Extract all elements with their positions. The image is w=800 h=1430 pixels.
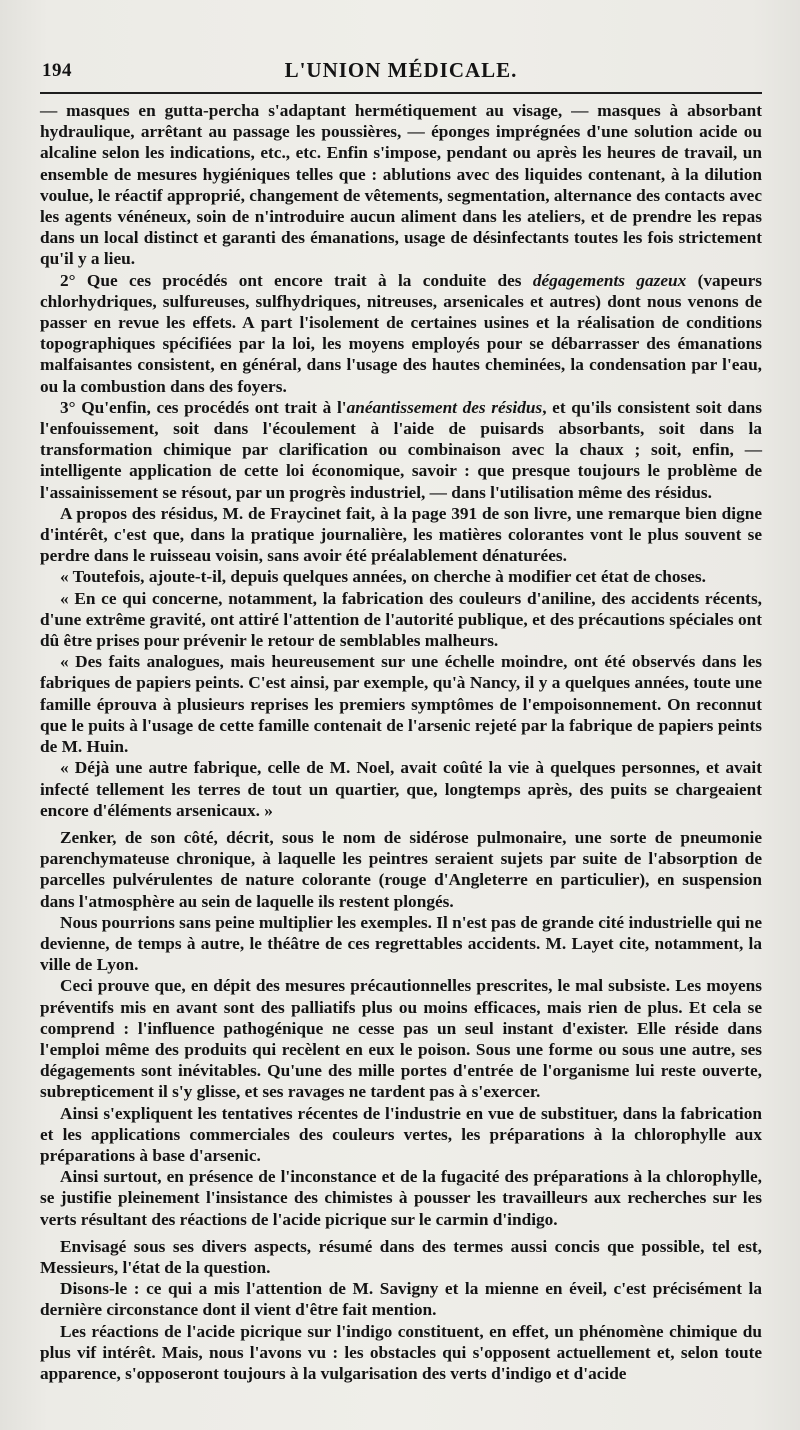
text-run: 3° Qu'enfin, ces procédés ont trait à l'	[60, 397, 347, 417]
paragraph	[40, 1103, 762, 1167]
text-run: « Toutefois, ajoute-t-il, depuis quelques années, on cherche à modifier cet état de choses.	[60, 567, 706, 587]
paragraph	[40, 270, 762, 397]
running-title: L'UNION MÉDICALE.	[284, 58, 518, 82]
text-run: « En ce qui concerne, notamment, la fabrication des couleurs d'aniline, des accidents récents, d'une extrême gravité, ont attiré l'attention de l'autorité publique, et des précautions spéciales ont dû être prises pour prévenir le retour de semblables malheurs.	[40, 588, 762, 651]
header-rule	[40, 92, 762, 94]
paragraph	[40, 827, 762, 912]
text-run: « Des faits analogues, mais heureusement sur une échelle moindre, ont été observés dans les fabriques de papiers peints. C'est ainsi, par exemple, qu'à Nancy, il y a quelques années, toute une famille éprouva à plusieurs reprises les premiers symptômes de l'empoisonnement. On reconnut que le puits à l'usage de cette famille contenait de l'arsenic rejeté par la fabrique de papiers peints de M. Huin.	[40, 652, 762, 757]
text-run: Zenker, de son côté, décrit, sous le nom de sidérose pulmonaire, une sorte de pneumonie parenchymateuse chronique, à laquelle les peintres seraient sujets par suite de l'absorption de parcelles pulvérulentes de nature colorante (rouge d'Angleterre en particulier), en suspension dans l'atmosphère au sein de laquelle ils restent plongés.	[40, 827, 762, 911]
text-run: Envisagé sous ses divers aspects, résumé dans des termes aussi concis que possible, tel est, Messieurs, l'état de la question.	[40, 1236, 762, 1277]
text-run: (vapeurs chlorhydriques, sulfureuses, sulfhydriques, nitreuses, arsenicales et autres) dont nous venons de passer en revue les effets. A part l'isolement de certaines usines et la réalisation de conditions topographiques spécifiées par la loi, les moyens employés pour se débarrasser des émanations malfaisantes consistent, en général, dans l'usage des hautes cheminées, la condensation par l'eau, ou la combustion dans des foyers.	[40, 270, 762, 396]
paragraph	[40, 100, 762, 270]
text-run: — masques en gutta-percha s'adaptant hermétiquement au visage, — masques à absorbant hydraulique, arrêtant au passage les poussières, — éponges imprégnées d'une solution acide ou alcaline selon les indications, etc., etc. Enfin s'impose, pendant ou après les heures de travail, un ensemble de mesures hygiéniques telles que : ablutions avec des liquides contenant, à la dilution voulue, le réactif approprié, changement de vêtements, segmentation, alternance des contacts avec les agents vénéneux, soin de n'introduire aucun aliment dans les ateliers, et de prendre les repas dans un local distinct et garanti des émanations, usage de désinfectants toutes les fois strictement qu'il y a lieu.	[40, 101, 762, 269]
paragraph	[40, 651, 762, 757]
paragraph	[40, 503, 762, 567]
paragraph	[40, 1166, 762, 1230]
page-header	[40, 52, 762, 86]
text-run: « Déjà une autre fabrique, celle de M. Noel, avait coûté la vie à quelques personnes, et avait infecté tellement les terres de tout un quartier, que, longtemps après, des puits se chargeaient encore d'éléments arsenicaux. »	[40, 758, 762, 820]
paragraph	[40, 588, 762, 652]
text-run: Les réactions de l'acide picrique sur l'indigo constituent, en effet, un phénomène chimique du plus vif intérêt. Mais, nous l'avons vu : les obstacles qui s'opposent actuellement et, selon toute apparence, s'opposeront toujours à la vulgarisation des verts d'indigo et d'acide	[40, 1321, 762, 1383]
paragraph	[40, 566, 762, 587]
paragraph	[40, 1321, 762, 1385]
paragraph	[40, 397, 762, 503]
paragraph	[40, 757, 762, 821]
text-run: Nous pourrions sans peine multiplier les exemples. Il n'est pas de grande cité industrielle qui ne devienne, de temps à autre, le théâtre de ces regrettables accidents. M. Layet cite, notamment, la ville de Lyon.	[40, 912, 762, 975]
paragraph	[40, 912, 762, 976]
paragraph	[40, 975, 762, 1102]
article-body	[40, 100, 762, 1384]
italic-phrase: dégagements gazeux	[532, 270, 687, 290]
paragraph	[40, 1278, 762, 1320]
text-run: Ainsi s'expliquent les tentatives récentes de l'industrie en vue de substituer, dans la fabrication et les applications commerciales des couleurs vertes, les préparations à la chlorophylle aux préparations à base d'arsenic.	[40, 1103, 762, 1165]
text-run: Ainsi surtout, en présence de l'inconstance et de la fugacité des préparations à la chlorophylle, se justifie pleinement l'insistance des chimistes à pousser les travailleurs aux recherches sur les verts résultant des réactions de l'acide picrique sur le carmin d'indigo.	[40, 1167, 762, 1229]
paragraph	[40, 1236, 762, 1278]
italic-phrase: anéantissement des résidus	[346, 397, 543, 417]
text-run: A propos des résidus, M. de Fraycinet fait, à la page 391 de son livre, une remarque bien digne d'intérêt, c'est que, dans la pratique journalière, les matières colorantes vont le plus souvent se perdre dans le ruisseau voisin, sans avoir été préalablement dénaturées.	[40, 503, 762, 566]
text-run: 2° Que ces procédés ont encore trait à la conduite des	[60, 270, 533, 290]
text-run: Disons-le : ce qui a mis l'attention de M. Savigny et la mienne en éveil, c'est précisément la dernière circonstance dont il vient d'être fait mention.	[40, 1279, 762, 1320]
text-run: Ceci prouve que, en dépit des mesures précautionnelles prescrites, le mal subsiste. Les moyens préventifs mis en avant sont des palliatifs plus ou moins efficaces, mais rien de plus. Et cela se comprend : l'influence pathogénique ne cesse pas un seul instant d'exister. Elle réside dans l'emploi même des produits qui recèlent en eux le poison. Sous une forme ou sous une autre, ses dégagements sont inévitables. Qu'une des mille portes d'entrée de l'organisme lui reste ouverte, subrepticement il s'y glisse, et ses ravages ne tardent pas à s'exercer.	[40, 976, 762, 1102]
text-run: , et qu'ils consistent soit dans l'enfouissement, soit dans l'écoulement à l'aide de puisards absorbants, soit dans la transformation chimique par clarification ou combinaison avec la chaux ; soit, enfin, — intelligente application de cette loi économique, savoir : que presque toujours le problème de l'assainissement se résout, par un progrès industriel, — dans l'utilisation même des résidus.	[40, 397, 762, 502]
page-number: 194	[42, 60, 72, 81]
